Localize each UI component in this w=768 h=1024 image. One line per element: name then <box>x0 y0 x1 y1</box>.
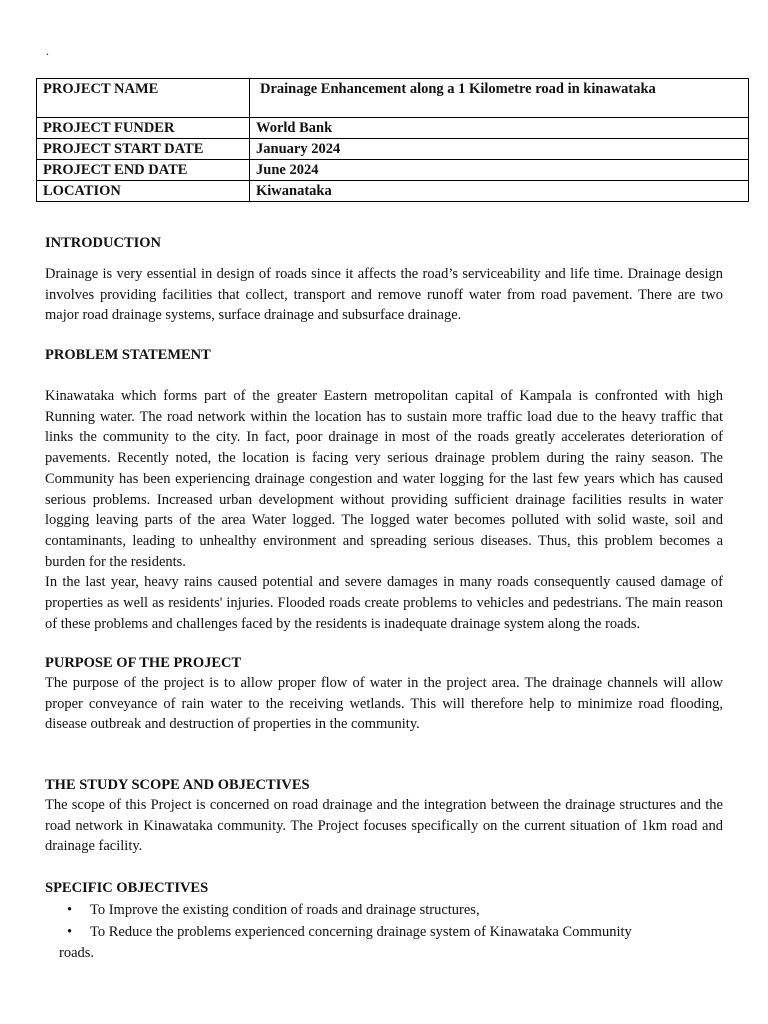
problem-statement-section <box>45 345 723 634</box>
introduction-heading: INTRODUCTION <box>45 235 162 251</box>
scope-heading: THE STUDY SCOPE AND OBJECTIVES <box>45 777 310 793</box>
scope-section <box>45 775 723 857</box>
location-label: LOCATION <box>37 181 250 202</box>
header-mark: . <box>46 44 49 58</box>
introduction-section <box>45 233 723 326</box>
purpose-section <box>45 653 723 735</box>
problem-statement-paragraph-1: Kinawataka which forms part of the greater Eastern metropolitan capital of Kampala is confronted with high Running water. The road network within the location has to sustain more traffic load due to the heavy traffic that links the community to the city. In fact, poor drainage in most of the roads greatly accelerates deterioration of pavements. Recently noted, the location is facing very serious drainage problem during the rainy season. The Community has been experiencing drainage congestion and water logging for the last few years which has caused serious problems. Increased urban development without providing sufficient drainage facilities results in water logging leaving parts of the area Water logged. The logged water becomes polluted with solid waste, soil and contaminants, leading to unhealthy environment and spreading serious diseases. Thus, this problem becomes a burden for the residents. <box>45 388 723 570</box>
specific-objectives-section <box>45 878 723 963</box>
purpose-body: The purpose of the project is to allow proper flow of water in the project area. The drainage channels will allow proper conveyance of rain water to the receiving wetlands. This will therefore help to minimize road flooding, disease outbreak and destruction of properties in the community. <box>45 675 723 733</box>
specific-objectives-heading: SPECIFIC OBJECTIVES <box>45 880 209 896</box>
bullet-icon: • <box>67 902 73 918</box>
table-row <box>37 160 749 181</box>
bullet-icon: • <box>67 924 73 940</box>
introduction-body: Drainage is very essential in design of roads since it affects the road’s serviceability and life time. Drainage design involves providing facilities that collect, transport and remove runoff water from road pavement. There are two major road drainage systems, surface drainage and subsurface drainage. <box>45 266 723 324</box>
problem-statement-paragraph-2: In the last year, heavy rains caused potential and severe damages in many roads consequently caused damage of properties as well as residents' injuries. Flooded roads create problems to vehicles and pedestrians. The main reason of these problems and challenges faced by the residents is inadequate drainage system along the roads. <box>45 574 723 632</box>
project-name-value: Drainage Enhancement along a 1 Kilometre road in kinawataka <box>250 79 749 118</box>
project-start-date-value: January 2024 <box>250 139 749 160</box>
objective-text: To Reduce the problems experienced concerning drainage system of Kinawataka Community <box>90 924 632 940</box>
scope-body: The scope of this Project is concerned on road drainage and the integration between the drainage structures and the road network in Kinawataka community. The Project focuses specifically on the current situation of 1km road and drainage facility. <box>45 797 723 855</box>
project-funder-label: PROJECT FUNDER <box>37 118 250 139</box>
table-row <box>37 181 749 202</box>
project-info-table <box>36 78 749 202</box>
objectives-list <box>45 899 723 943</box>
project-end-date-value: June 2024 <box>250 160 749 181</box>
purpose-heading: PURPOSE OF THE PROJECT <box>45 655 242 671</box>
project-funder-value: World Bank <box>250 118 749 139</box>
objective-text: To Improve the existing condition of roads and drainage structures, <box>90 902 480 918</box>
project-start-date-label: PROJECT START DATE <box>37 139 250 160</box>
table-row <box>37 79 749 118</box>
table-row <box>37 139 749 160</box>
problem-statement-heading: PROBLEM STATEMENT <box>45 347 211 363</box>
project-name-label: PROJECT NAME <box>37 79 250 118</box>
table-row <box>37 118 749 139</box>
list-item <box>45 921 723 943</box>
project-end-date-label: PROJECT END DATE <box>37 160 250 181</box>
list-item <box>45 899 723 921</box>
objective-continuation: roads. <box>59 945 95 961</box>
location-value: Kiwanataka <box>250 181 749 202</box>
